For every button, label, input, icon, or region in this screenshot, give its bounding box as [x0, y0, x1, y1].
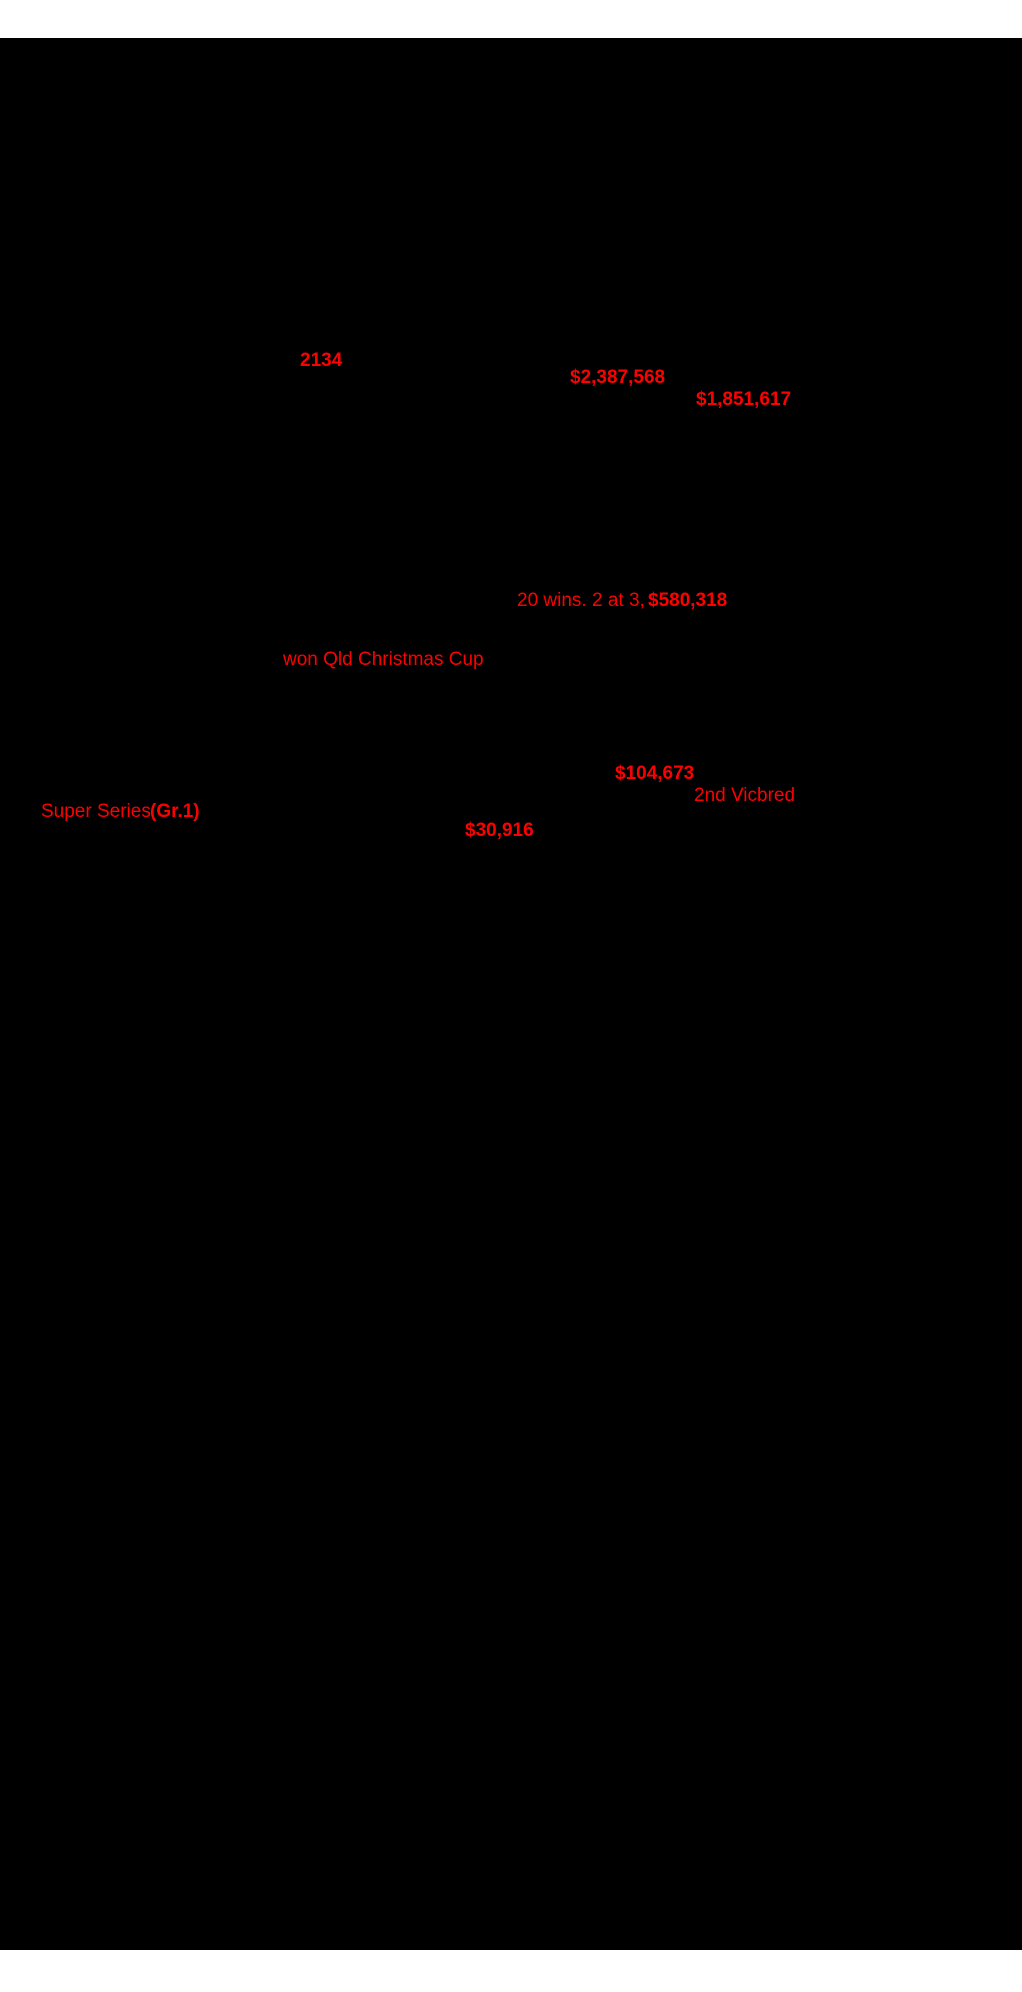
- earnings-30916: $30,916: [465, 820, 534, 841]
- distance-2134: 2134: [300, 350, 343, 371]
- black-canvas: [0, 38, 1022, 1950]
- earnings-1851617: $1,851,617: [696, 389, 792, 410]
- race-qld-christmas: won Qld Christmas Cup: [283, 649, 484, 670]
- race-super-series: Super Series: [41, 801, 157, 822]
- placing-2nd-vicbred: 2nd Vicbred: [694, 785, 796, 806]
- earnings-580318: $580,318: [648, 590, 728, 611]
- grade-gr1: (Gr.1): [150, 801, 200, 822]
- earnings-104673: $104,673: [615, 763, 695, 784]
- earnings-2387568: $2,387,568: [570, 367, 666, 388]
- wins-summary: 20 wins. 2 at 3,: [517, 590, 645, 611]
